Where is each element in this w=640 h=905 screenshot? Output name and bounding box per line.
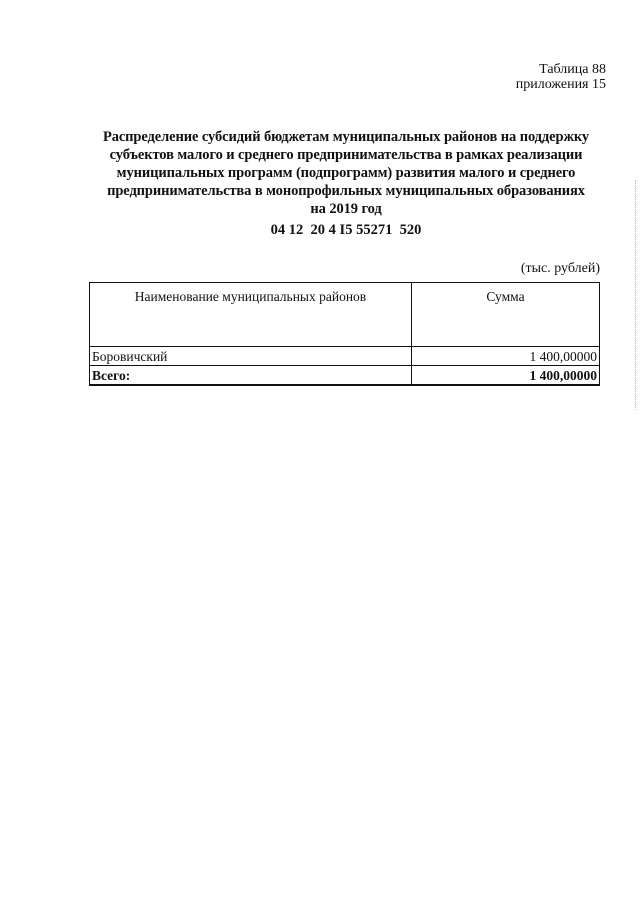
table-reference — [516, 62, 606, 92]
total-row — [90, 366, 600, 386]
appendix-reference: приложения 15 — [515, 77, 606, 92]
table-header-row — [90, 283, 600, 347]
table-row — [90, 347, 600, 366]
budget-classification-code: 04 12 20 4 I5 55271 520 — [270, 222, 422, 238]
district-name: Боровичский — [90, 347, 412, 366]
scan-margin-marks — [632, 180, 636, 410]
total-label: Всего: — [90, 366, 412, 386]
document-title — [72, 128, 620, 218]
column-header-amount: Сумма — [412, 283, 600, 347]
title-line-5: на 2019 год — [310, 201, 382, 217]
units-label: (тыс. рублей) — [520, 261, 600, 276]
subsidy-table — [89, 282, 600, 386]
table-number: Таблица 88 — [539, 62, 606, 77]
column-header-name: Наименование муниципальных районов — [90, 283, 412, 347]
title-line-4: предпринимательства в монопрофильных муниципальных образованиях — [107, 183, 585, 199]
title-line-2: субъектов малого и среднего предпринимательства в рамках реализации — [109, 147, 583, 163]
title-line-3: муниципальных программ (подпрограмм) развития малого и среднего — [116, 165, 576, 181]
title-line-1: Распределение субсидий бюджетам муниципальных районов на поддержку — [102, 129, 590, 145]
total-amount: 1 400,00000 — [412, 366, 600, 386]
district-amount: 1 400,00000 — [412, 347, 600, 366]
